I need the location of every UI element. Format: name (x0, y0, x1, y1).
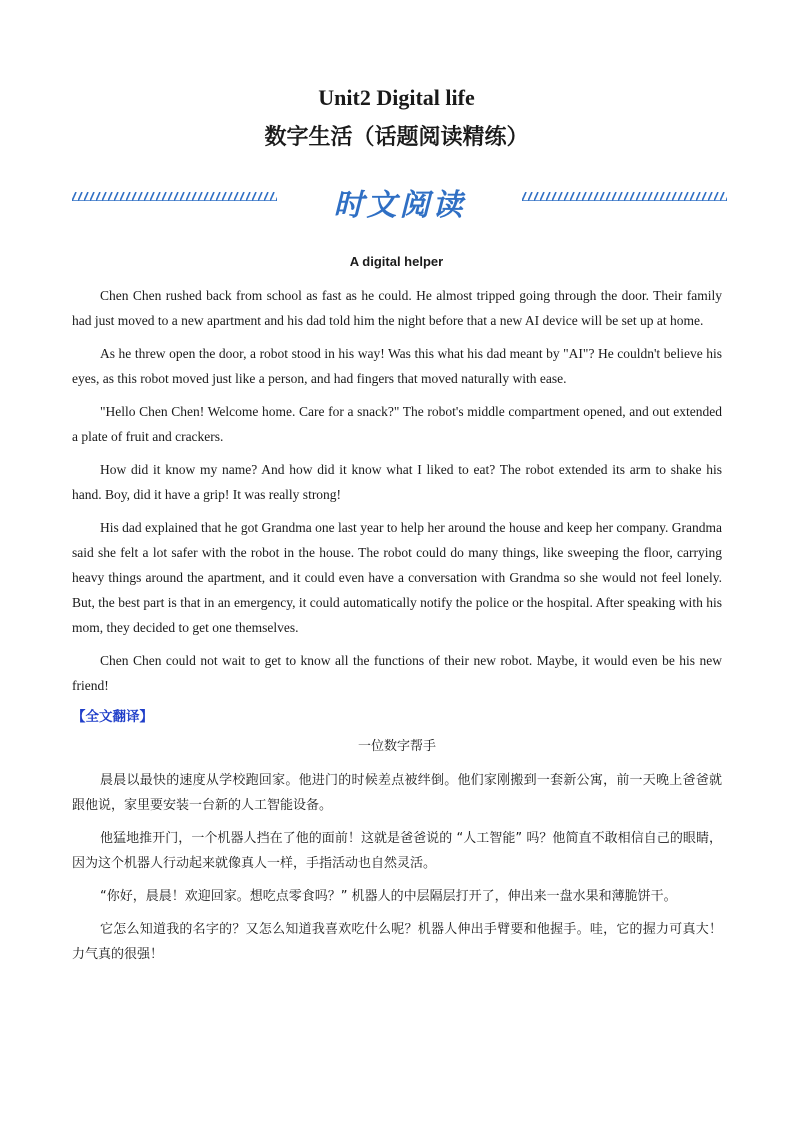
banner-label: 时文阅读 (333, 188, 466, 223)
translation-paragraph: “你好，晨晨！欢迎回家。想吃点零食吗？” 机器人的中层隔层打开了，伸出来一盘水果和薄脆饼干。 (100, 889, 677, 904)
page-subtitle: 数字生活（话题阅读精练） (264, 125, 529, 150)
article-paragraph: How did it know my name? And how did it know what I liked to eat? The robot extended its arm to shake his hand. Boy, did it have a grip! It was really strong! (72, 462, 722, 502)
page-title: Unit2 Digital life (318, 85, 475, 110)
translation-paragraph: 它怎么知道我的名字的？又怎么知道我喜欢吃什么呢？机器人伸出手臂要和他握手。哇，它的握力可真大！力气真的很强！ (72, 922, 722, 962)
translation-paragraph: 晨晨以最快的速度从学校跑回家。他进门的时候差点被绊倒。他们家刚搬到一套新公寓，前一天晚上爸爸就跟他说，家里要安装一台新的人工智能设备。 (72, 773, 722, 813)
article-title: A digital helper (349, 254, 444, 269)
article-body (72, 283, 722, 975)
article-paragraph: His dad explained that he got Grandma one last year to help her around the house and keep her company. Grandma said she felt a lot safer with the robot in the house. The robot could do many things, like sweeping the floor, carrying heavy things around the apartment, and it could even have a conversation with Grandma so she would not feel lonely. But, the best part is that in an emergency, it could automatically notify the police or the hospital. After speaking with his mom, they decided to get one themselves. (72, 520, 722, 635)
banner-stripe-right (522, 192, 727, 201)
article-paragraph: Chen Chen rushed back from school as fast as he could. He almost tripped going through the door. Their family had just moved to a new apartment and his dad told him the night before that a new AI device will be set up at home. (72, 288, 722, 328)
article-paragraph: Chen Chen could not wait to get to know all the functions of their new robot. Maybe, it would even be his new friend! (72, 653, 722, 693)
article-paragraph: As he threw open the door, a robot stood in his way! Was this what his dad meant by "AI"? He couldn't believe his eyes, as this robot moved just like a person, and had fingers that moved naturally with ease. (72, 346, 722, 386)
translation-paragraph: 他猛地推开门，一个机器人挡在了他的面前！这就是爸爸说的 “人工智能” 吗？他简直不敢相信自己的眼睛，因为这个机器人行动起来就像真人一样，手指活动也自然灵活。 (72, 831, 722, 871)
translation-title: 一位数字帮手 (357, 739, 436, 754)
translation-label: 【全文翻译】 (72, 709, 153, 725)
section-banner (72, 176, 727, 226)
article-paragraph: "Hello Chen Chen! Welcome home. Care for a snack?" The robot's middle compartment opened, and out extended a plate of fruit and crackers. (72, 404, 722, 444)
